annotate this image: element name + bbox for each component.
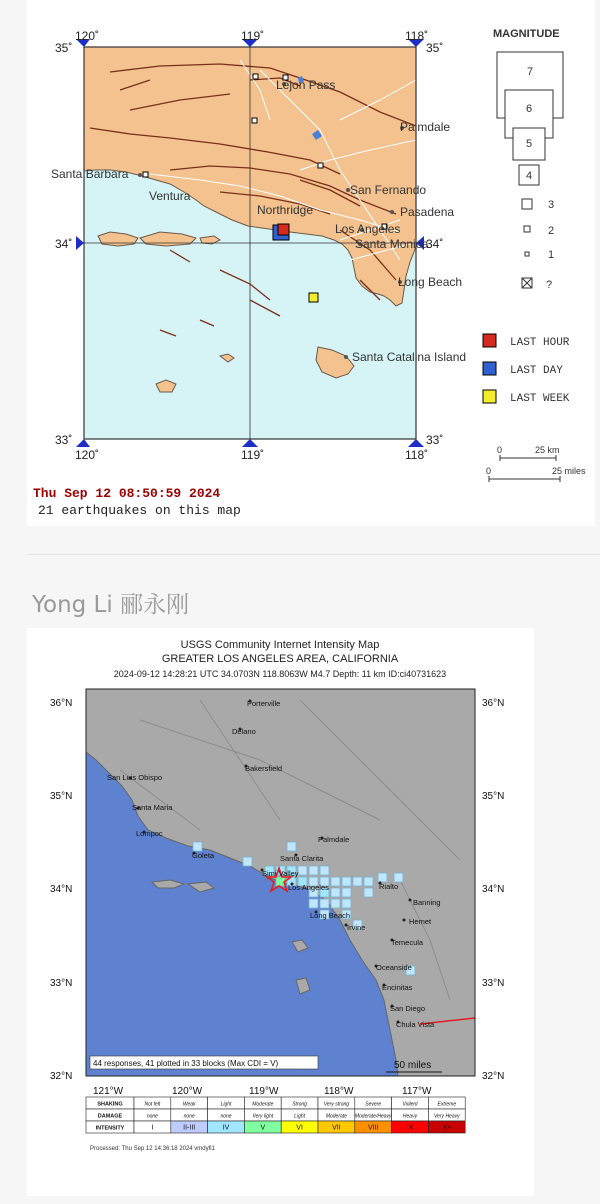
table-cell-text: none [183, 1113, 195, 1120]
table-cell-text: Moderate [325, 1113, 347, 1120]
city-label: Delano [232, 727, 256, 736]
city-label: San Diego [390, 1004, 426, 1013]
intensity-event: 2024-09-12 14:28:21 UTC 34.0703N 118.8063W M4.7 Depth: 11 km ID:ci40731623 [113, 669, 447, 679]
table-cell-text: IX [406, 1124, 414, 1132]
quake-last-hour [278, 224, 289, 235]
city-label: Rialto [379, 882, 399, 891]
scale-mi-zero: 0 [486, 466, 492, 476]
mag-label: 1 [548, 249, 555, 261]
lat-label: 33˚ [426, 433, 444, 447]
lon-label: 118˚ [405, 29, 429, 43]
lon-label: 119˚ [241, 29, 265, 43]
table-cell-text: Extreme [437, 1101, 457, 1108]
processed-note: Processed: Thu Sep 12 14:36:18 2024 vmdyfi1 [90, 1146, 215, 1152]
city-label: Santa Clarita [280, 854, 324, 863]
age-legend [483, 334, 570, 405]
lat-label: 35°N [482, 791, 505, 802]
city-label: Goleta [192, 851, 215, 860]
table-cell-text: Moderate/Heavy [354, 1113, 392, 1120]
lon-label: 118˚ [405, 448, 429, 462]
table-cell-text: Severe [365, 1101, 382, 1108]
mag-label: 3 [548, 199, 555, 211]
magnitude-title: MAGNITUDE [493, 28, 560, 40]
scale-mi-end: 25 miles [552, 466, 586, 476]
divider [27, 554, 600, 555]
map-timestamp: Thu Sep 12 08:50:59 2024 [33, 486, 221, 501]
mag-label: 4 [526, 170, 533, 182]
city-label: Ventura [149, 189, 191, 203]
table-row-label: INTENSITY [95, 1125, 125, 1132]
city-label: Pasadena [400, 205, 455, 219]
city-label: Los Angeles [288, 883, 329, 892]
scale-label: 50 miles [394, 1060, 432, 1071]
city-label: San Luis Obispo [107, 773, 163, 782]
last-day-label: LAST DAY [510, 365, 563, 377]
lat-label: 34˚ [55, 237, 73, 251]
last-hour-swatch [483, 334, 496, 347]
lat-label: 34˚ [426, 237, 444, 251]
table-cell-text: Very Heavy [433, 1113, 460, 1120]
lon-label: 121°W [93, 1086, 124, 1097]
city-label: Santa Barbara [51, 167, 129, 181]
table-cell-text: Very light [252, 1113, 274, 1120]
quake-last-week [309, 293, 318, 302]
table-cell-text: IV [222, 1124, 230, 1132]
city-label: Simi Valley [262, 869, 299, 878]
scale-km-end: 25 km [535, 445, 560, 455]
lon-label: 120°W [172, 1086, 203, 1097]
table-cell-text: Light [294, 1113, 306, 1120]
lat-label: 33˚ [55, 433, 73, 447]
last-hour-label: LAST HOUR [510, 337, 570, 349]
scale-bars [486, 445, 586, 482]
last-week-label: LAST WEEK [510, 393, 570, 405]
city-label: Hemet [409, 917, 432, 926]
lat-label: 33°N [482, 978, 505, 989]
lat-label: 35˚ [55, 41, 73, 55]
intensity-map-card [27, 628, 534, 1196]
lat-label: 34°N [50, 884, 73, 895]
lon-label: 119˚ [241, 448, 265, 462]
city-label: Bakersfield [245, 764, 283, 773]
mag-label: 2 [548, 225, 555, 237]
table-cell-text: X+ [442, 1124, 452, 1132]
lat-label: 32°N [50, 1071, 73, 1082]
lon-label: 120˚ [75, 448, 100, 462]
lon-labels [93, 1086, 432, 1097]
earthquake-count: 21 earthquakes on this map [38, 503, 241, 518]
scale-km-zero: 0 [497, 445, 503, 455]
lat-label: 35˚ [426, 41, 444, 55]
table-cell-text: Light [220, 1101, 232, 1108]
city-label: Lompoc [136, 829, 163, 838]
table-cell-text: Violent [402, 1101, 418, 1108]
city-label: Palmdale [318, 835, 350, 844]
lat-label: 33°N [50, 978, 73, 989]
city-label: Oceanside [376, 963, 412, 972]
recent-earthquakes-map[interactable] [27, 0, 595, 526]
lon-label: 118°W [324, 1086, 354, 1097]
last-day-swatch [483, 362, 496, 375]
lat-label: 35°N [50, 791, 73, 802]
city-label: Los Angeles [335, 222, 401, 236]
table-cell-text: I [151, 1124, 154, 1132]
mag-label: ? [546, 279, 553, 291]
recent-earthquakes-card [27, 0, 595, 526]
city-label: San Fernando [350, 183, 427, 197]
intensity-map[interactable] [27, 628, 534, 1196]
table-cell-text: II-III [183, 1124, 196, 1132]
lat-label: 36°N [50, 698, 73, 709]
table-cell-text: Moderate [252, 1101, 274, 1108]
table-cell-text: Strong [292, 1101, 307, 1108]
lat-label: 36°N [482, 698, 505, 709]
city-label: Long Beach [310, 911, 351, 920]
city-label: Irvine [347, 923, 366, 932]
mag-label: 7 [527, 66, 534, 78]
table-cell-text: V [260, 1124, 266, 1132]
lat-label: 34°N [482, 884, 505, 895]
city-label: Long Beach [398, 275, 463, 289]
last-week-swatch [483, 390, 496, 403]
city-label: Santa Catalina Island [352, 350, 467, 364]
table-cell-text: none [146, 1113, 158, 1120]
table-cell-text: Not felt [144, 1101, 161, 1108]
table-cell-text: Weak [182, 1101, 196, 1108]
table-cell-text: Very strong [323, 1101, 350, 1108]
lon-label: 120˚ [75, 29, 100, 43]
city-label: Palmdale [400, 120, 451, 134]
city-label: Chula Vista [396, 1020, 435, 1029]
city-label: Porterville [247, 699, 281, 708]
city-label: Banning [413, 898, 441, 907]
lon-label: 119°W [249, 1086, 279, 1097]
city-label: Santa Monica [355, 237, 429, 251]
table-cell-text: Heavy [402, 1113, 418, 1120]
intensity-title: USGS Community Internet Intensity Map [180, 639, 380, 651]
table-cell-text: VI [296, 1124, 303, 1132]
city-label: Lejon Pass [276, 78, 336, 92]
intensity-table [86, 1097, 465, 1133]
intensity-region: GREATER LOS ANGELES AREA, CALIFORNIA [161, 653, 399, 665]
city-label: Northridge [257, 203, 314, 217]
table-cell-text: VIII [367, 1124, 379, 1132]
table-row-label: SHAKING [97, 1101, 123, 1108]
responses-note: 44 responses, 41 plotted in 33 blocks (Max CDI = V) [93, 1059, 279, 1068]
table-cell-text: none [220, 1113, 232, 1120]
city-label: Encinitas [382, 983, 413, 992]
table-row-label: DAMAGE [97, 1113, 123, 1120]
mag-label: 5 [526, 138, 533, 150]
author-name[interactable]: Yong Li 郦永刚 [32, 592, 190, 618]
city-label: Santa Maria [132, 803, 173, 812]
lat-label: 32°N [482, 1071, 505, 1082]
city-label: Temecula [391, 938, 424, 947]
lon-label: 117°W [402, 1086, 432, 1097]
table-cell-text: VII [332, 1124, 341, 1132]
mag-label: 6 [526, 103, 533, 115]
